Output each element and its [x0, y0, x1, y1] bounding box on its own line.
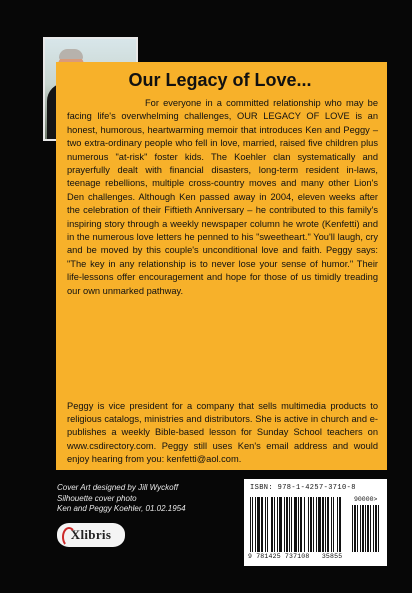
cover-credits	[57, 483, 227, 515]
credit-photo-subject: Ken and Peggy Koehler, 01.02.1954	[57, 504, 186, 513]
barcode-digits	[248, 553, 342, 560]
barcode-bar	[267, 497, 268, 552]
barcode-bar	[271, 497, 273, 552]
credit-photo: Silhouette cover photo	[57, 493, 137, 503]
price-code: 90000>	[354, 496, 378, 503]
barcode-bar	[279, 497, 282, 552]
ean-bars	[250, 497, 348, 552]
barcode-bar	[325, 497, 326, 552]
barcode-bar	[331, 497, 332, 552]
barcode-bar	[298, 497, 299, 552]
barcode-bar	[360, 505, 361, 552]
publisher-name: Xlibris	[70, 527, 112, 542]
credit-cover-art: Cover Art designed by Jill Wyckoff	[57, 483, 179, 492]
supplement-bars	[352, 505, 384, 552]
ean-number: 9 781425 737108	[248, 553, 310, 560]
barcode-bar	[378, 505, 379, 552]
photo-hair-man	[59, 49, 83, 59]
barcode-bar	[261, 497, 263, 552]
barcode-bar	[274, 497, 275, 552]
barcode-bar	[375, 505, 377, 552]
barcode-bar	[318, 497, 321, 552]
book-title: Our Legacy of Love...	[128, 70, 312, 90]
barcode-bar	[294, 497, 297, 552]
isbn-label: ISBN: 978-1-4257-3710-8	[250, 484, 356, 492]
barcode-bar	[365, 505, 366, 552]
barcode-bar	[289, 497, 290, 552]
logo-swoosh-icon	[62, 527, 76, 547]
barcode-bar	[373, 505, 374, 552]
author-bio: Peggy is vice president for a company that sells multimedia products to religious catalogs, ministries and distributors. She is active in church and e-publishes a weekly Bible-based lesson for Sunday School teachers on www.csdirectory.com. Peggy still uses Ken's email address and would enjoy hearing from you: kenfetti@aol.com.	[67, 401, 378, 464]
barcode-bar	[357, 505, 358, 552]
barcode-bar	[352, 505, 353, 552]
barcode-bar	[265, 497, 266, 552]
supplement-number: 35855	[321, 553, 343, 560]
barcode-bar	[327, 497, 329, 552]
barcode-bar	[316, 497, 317, 552]
barcode-bar	[322, 497, 324, 552]
barcode-bar	[310, 497, 312, 552]
barcode-bar	[286, 497, 288, 552]
barcode-bar	[284, 497, 285, 552]
barcode-bar	[304, 497, 305, 552]
barcode-bar	[250, 497, 251, 552]
barcode-bar	[337, 497, 338, 552]
barcode-bar	[255, 497, 256, 552]
barcode-bar	[300, 497, 302, 552]
barcode-bar	[370, 505, 371, 552]
barcode-bar	[339, 497, 341, 552]
book-blurb: For everyone in a committed relationship who may be facing life's overwhelming challenges, OUR LEGACY OF LOVE is an honest, humorous, heartwarming memoir that introduces Ken and Peggy – two extra-ordinary people who fell in love, married, raised five children plus numerous "at-risk" foster kids. The Koehler clan systematically and prayerfully dealt with financial disasters, long-term resident in-laws, teenage rebellions, multiple cross-country moves and many other Lion's Den challenges. Although Ken passed away in 2004, eleven weeks after the celebration of their Fiftieth Anniversary – he contributed to this family's inspiring story through a weekly newspaper column he wrote (Kenfetti) and in the numerous love letters he penned to his "sweetheart." You'll laugh, cry and be moved by this couple's unconditional love and faith. Peggy says: "The key in any relationship is to never lose your sense of humor." Their life-lessons offer encouragement and hope for those of us timidly treading our own unmarked pathway.	[67, 98, 378, 296]
barcode-bar	[308, 497, 309, 552]
barcode-bar	[277, 497, 278, 552]
barcode-bar	[291, 497, 292, 552]
barcode-bar	[362, 505, 364, 552]
barcode-bar	[354, 505, 356, 552]
barcode-bar	[257, 497, 260, 552]
publisher-logo	[57, 523, 125, 547]
barcode-bar	[252, 497, 253, 552]
barcode	[244, 479, 387, 566]
barcode-bar	[333, 497, 334, 552]
barcode-bar	[367, 505, 369, 552]
barcode-bar	[313, 497, 314, 552]
